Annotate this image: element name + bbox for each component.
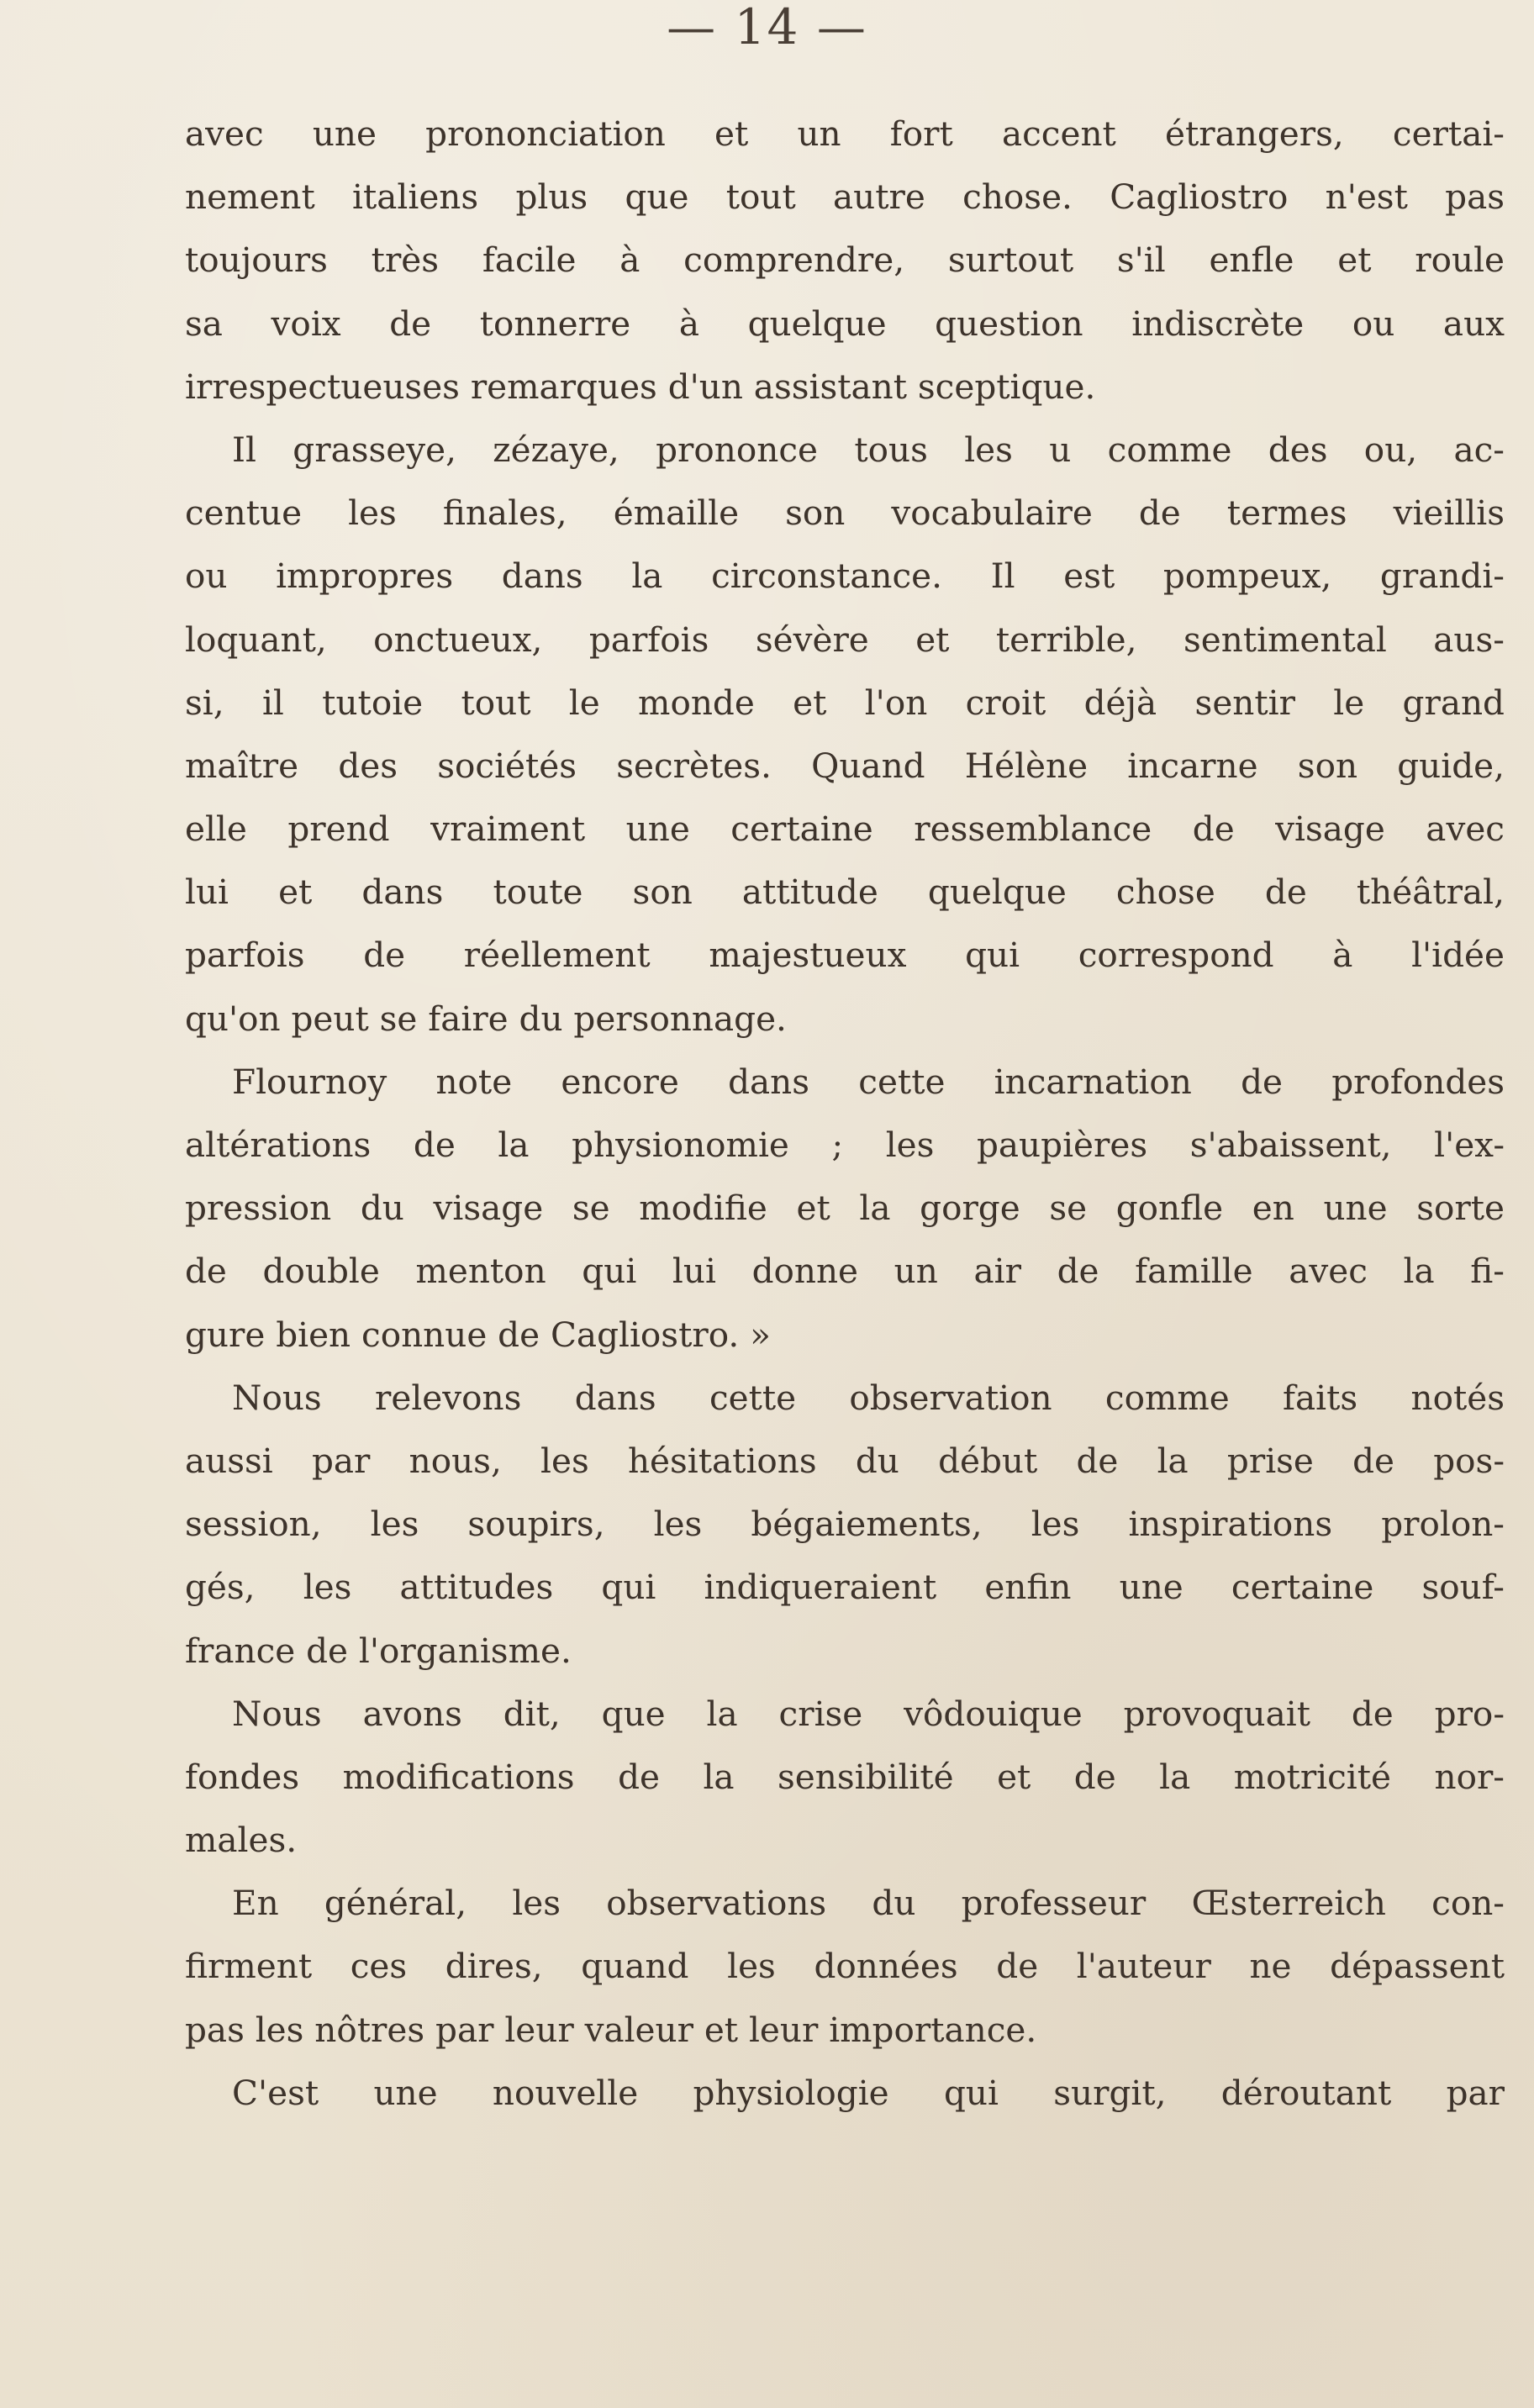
text-line: parfois de réellement majestueux qui correspond à l'idée bbox=[185, 935, 1505, 976]
text-line: C'est une nouvelle physiologie qui surgit, déroutant par bbox=[232, 2072, 1505, 2113]
text-line: fondes modifications de la sensibilité et de la motricité nor- bbox=[185, 1756, 1505, 1797]
text-line: elle prend vraiment une certaine ressemblance de visage avec bbox=[185, 809, 1505, 850]
paragraph bbox=[185, 1051, 1505, 1367]
text-line: En général, les observations du professeur Œsterreich con- bbox=[232, 1883, 1505, 1924]
text-line: session, les soupirs, les bégaiements, les inspirations prolon- bbox=[185, 1504, 1505, 1545]
text-line: pas les nôtres par leur valeur et leur importance. bbox=[185, 2009, 1037, 2050]
paragraph bbox=[185, 419, 1505, 1051]
paragraph bbox=[185, 1872, 1505, 2062]
text-line: aussi par nous, les hésitations du début de la prise de pos- bbox=[185, 1440, 1505, 1481]
text-line: france de l'organisme. bbox=[185, 1630, 572, 1671]
text-line: gés, les attitudes qui indiqueraient enfin une certaine souf- bbox=[185, 1567, 1505, 1608]
text-line: centue les finales, émaille son vocabulaire de termes vieillis bbox=[185, 493, 1505, 534]
text-line: pression du visage se modifie et la gorge se gonfle en une sorte bbox=[185, 1188, 1505, 1229]
text-line: maître des sociétés secrètes. Quand Hélène incarne son guide, bbox=[185, 745, 1505, 786]
text-line: ou impropres dans la circonstance. Il est pompeux, grandi- bbox=[185, 556, 1505, 597]
text-line: si, il tutoie tout le monde et l'on croit déjà sentir le grand bbox=[185, 682, 1505, 723]
text-line: gure bien connue de Cagliostro. » bbox=[185, 1314, 771, 1355]
text-line: altérations de la physionomie ; les paupières s'abaissent, l'ex- bbox=[185, 1125, 1505, 1165]
paragraph bbox=[185, 103, 1505, 419]
text-line: Nous avons dit, que la crise vôdouique provoquait de pro- bbox=[232, 1693, 1505, 1734]
text-line: de double menton qui lui donne un air de famille avec la fi- bbox=[185, 1251, 1505, 1292]
text-line: Il grasseye, zézaye, prononce tous les u comme des ou, ac- bbox=[232, 429, 1505, 470]
body-text bbox=[185, 103, 1505, 2125]
text-line: irrespectueuses remarques d'un assistant sceptique. bbox=[185, 366, 1096, 407]
text-line: avec une prononciation et un fort accent étrangers, certai- bbox=[185, 113, 1505, 154]
text-line: toujours très facile à comprendre, surtout s'il enfle et roule bbox=[185, 240, 1505, 281]
text-line: males. bbox=[185, 1820, 298, 1861]
page-number: — 14 — bbox=[667, 0, 867, 55]
text-line: qu'on peut se faire du personnage. bbox=[185, 998, 787, 1039]
text-line: lui et dans toute son attitude quelque chose de théâtral, bbox=[185, 872, 1505, 913]
paragraph bbox=[185, 1683, 1505, 1873]
text-line: Nous relevons dans cette observation comme faits notés bbox=[232, 1377, 1505, 1418]
paragraph bbox=[185, 1367, 1505, 1683]
text-line: sa voix de tonnerre à quelque question indiscrète ou aux bbox=[185, 303, 1505, 344]
text-line: loquant, onctueux, parfois sévère et terrible, sentimental aus- bbox=[185, 619, 1505, 660]
paragraph bbox=[185, 2062, 1505, 2125]
text-line: nement italiens plus que tout autre chose. Cagliostro n'est pas bbox=[185, 177, 1505, 218]
text-line: firment ces dires, quand les données de l'auteur ne dépassent bbox=[185, 1946, 1505, 1987]
text-line: Flournoy note encore dans cette incarnation de profondes bbox=[232, 1061, 1505, 1102]
